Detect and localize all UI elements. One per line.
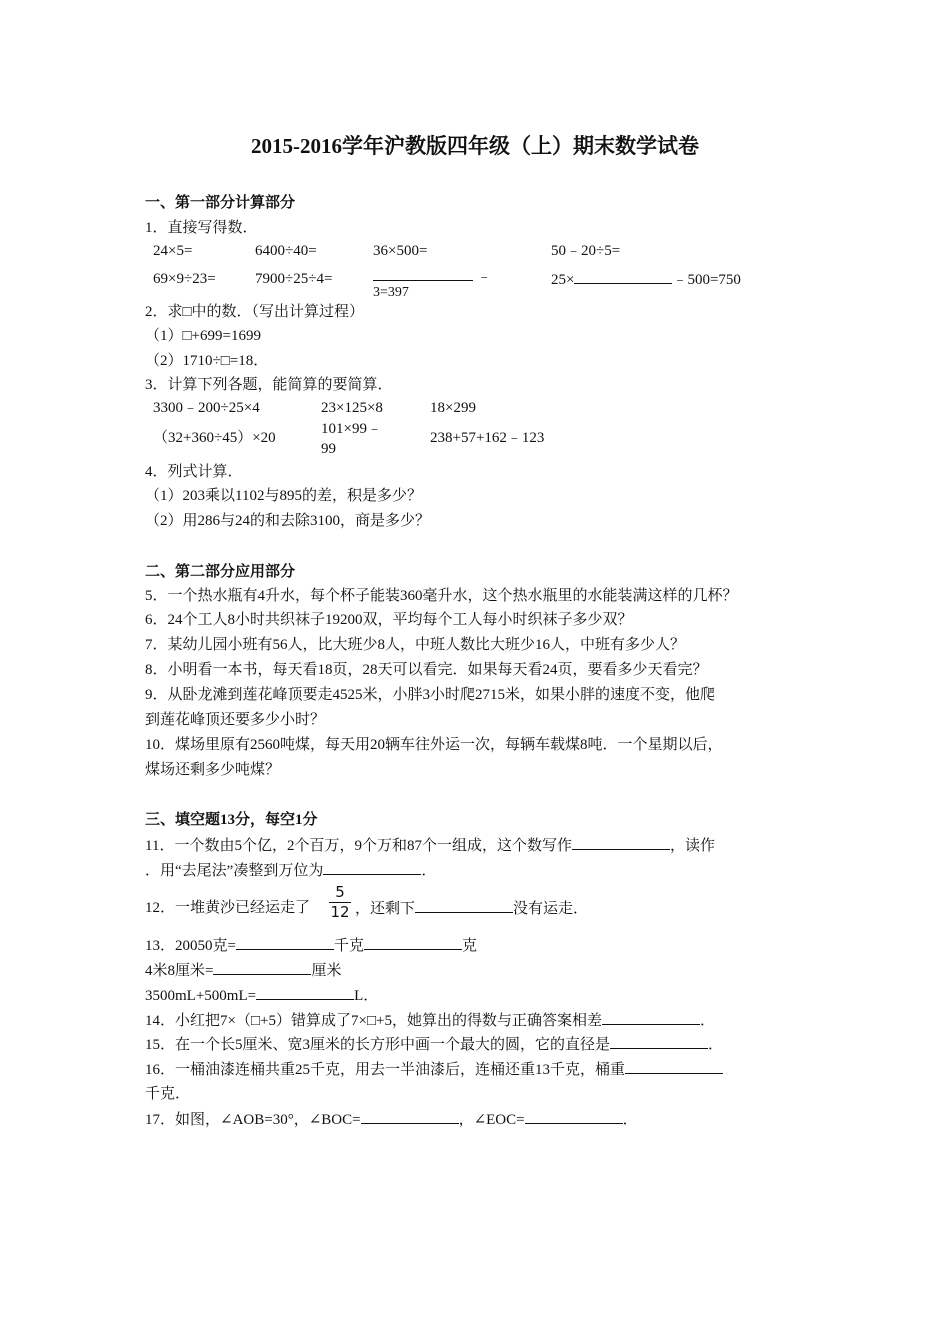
q13-text-c: 克: [461, 938, 477, 954]
q6: 6．24个工人8小时共织袜子19200双，平均每个工人每小时织袜子多少双？: [145, 612, 633, 628]
q17-text-b: ，∠EOC=: [458, 1112, 525, 1128]
q9-line2: 到莲花峰顶还要多少小时？: [145, 712, 326, 728]
q11-text-b: ，读作: [669, 838, 715, 854]
q8: 8．小明看一本书，每天看18页，28天可以看完．如果每天看24页，要看多少天看完？: [145, 662, 708, 678]
q2-label: 2．求□中的数．（写出计算过程）: [145, 304, 365, 320]
q2-a: （1）□+699=1699: [145, 328, 261, 344]
q3-label: 3．计算下列各题，能简算的要简算．: [145, 377, 393, 393]
section-1-heading: 一、第一部分计算部分: [145, 195, 296, 211]
q15-text-a: 15．在一个长5厘米、宽3厘米的长方形中画一个最大的圆，它的直径是: [145, 1037, 611, 1053]
answer-blank[interactable]: [610, 1034, 708, 1049]
q1-r1-c4: 50﹣20÷5=: [551, 243, 621, 259]
section-3-heading: 三、填空题13分，每空1分: [145, 812, 318, 828]
q13-line3: [145, 985, 378, 1006]
q13-text-e: 厘米: [311, 963, 342, 979]
answer-blank[interactable]: [415, 898, 513, 913]
q13-line1: [145, 935, 477, 956]
q1-r1-c2: 6400÷40=: [255, 243, 317, 259]
q12-fraction-denominator: 12: [330, 903, 350, 921]
q13-text-a: 13．20050克=: [145, 938, 236, 954]
answer-blank[interactable]: [364, 935, 462, 950]
q7: 7．某幼儿园小班有56人，比大班少8人，中班人数比大班少16人，中班有多少人？: [145, 637, 686, 653]
q9-line1: 9．从卧龙滩到莲花峰顶要走4525米，小胖3小时爬2715米，如果小胖的速度不变，他爬: [145, 687, 716, 703]
q3-r2-c1: （32+360÷45）×20: [153, 430, 276, 446]
q3-r1-c1: 3300﹣200÷25×4: [153, 400, 260, 416]
page-title: 2015-2016学年沪教版四年级（上）期末数学试卷: [251, 134, 699, 158]
q14-text-a: 14．小红把7×（□+5）错算成了7×□+5，她算出的得数与正确答案相差: [145, 1013, 602, 1029]
q16-text-a: 16．一桶油漆连桶共重25千克，用去一半油漆后，连桶还重13千克，桶重: [145, 1062, 626, 1078]
section-2-heading: 二、第二部分应用部分: [145, 564, 296, 580]
q17-text-a: 17．如图，∠AOB=30°，∠BOC=: [145, 1112, 361, 1128]
q5: 5．一个热水瓶有4升水，每个杯子能装360毫升水，这个热水瓶里的水能装满这样的几杯？: [145, 588, 738, 604]
q11-line2: [145, 860, 436, 881]
answer-blank[interactable]: [373, 266, 473, 281]
q17-text-c: ．: [622, 1112, 638, 1128]
q3-r1-c2: 23×125×8: [321, 400, 383, 416]
q12-fraction-numerator: 5: [335, 883, 345, 901]
q3-r2-c3: 238+57+162﹣123: [430, 430, 545, 446]
q1-label: 1．直接写得数．: [145, 220, 258, 236]
q4-a: （1）203乘以1102与895的差，积是多少？: [145, 488, 422, 504]
q13-line2: [145, 960, 341, 981]
q1-r2-c4: [551, 269, 741, 290]
q16-line2: 千克．: [145, 1086, 191, 1102]
q13-text-d: 4米8厘米=: [145, 963, 214, 979]
q1-r1-c3: 36×500=: [373, 243, 428, 259]
q4-b: （2）用286与24的和去除3100，商是多少？: [145, 513, 431, 529]
answer-blank[interactable]: [236, 935, 334, 950]
answer-blank[interactable]: [256, 985, 354, 1000]
q3-r1-c3: 18×299: [430, 400, 476, 416]
q1-r2-c2: 7900÷25÷4=: [255, 271, 333, 287]
q13-text-b: 千克: [333, 938, 364, 954]
q14-text-b: ．: [699, 1013, 715, 1029]
q11-text-c: ．用“去尾法”凑整到万位为: [145, 863, 324, 879]
answer-blank[interactable]: [361, 1109, 459, 1124]
q1-r2-c4-tail: ﹣500=750: [672, 272, 741, 288]
answer-blank[interactable]: [574, 269, 672, 284]
q2-b: （2）1710÷□=18．: [145, 353, 269, 369]
q1-r2-c3-op: ﹣: [476, 269, 492, 285]
q11-line1: [145, 835, 715, 856]
q17: [145, 1109, 638, 1130]
q12-fraction: [329, 884, 351, 921]
q13-text-f: 3500mL+500mL=: [145, 988, 257, 1004]
q11-text-d: ．: [421, 863, 437, 879]
q13-text-g: L．: [354, 988, 379, 1004]
q4-label: 4．列式计算．: [145, 464, 243, 480]
q3-r2-c2a: 101×99﹣: [321, 421, 382, 437]
q1-r2-c4-lead: 25×: [551, 272, 575, 288]
q14: [145, 1010, 715, 1031]
q11-text-a: 11．一个数由5个亿，2个百万，9个万和87个一组成，这个数写作: [145, 838, 572, 854]
q1-r1-c1: 24×5=: [153, 243, 193, 259]
q12-tail: [355, 898, 588, 919]
q12-lead: 12．一堆黄沙已经运走了: [145, 900, 311, 916]
q3-r2-c2b: 99: [321, 441, 336, 457]
answer-blank[interactable]: [625, 1059, 723, 1074]
answer-blank[interactable]: [323, 860, 421, 875]
q16-line1: [145, 1059, 723, 1080]
q12-text-c: 没有运走．: [513, 901, 589, 917]
answer-blank[interactable]: [525, 1109, 623, 1124]
q1-r2-c3-result: 3=397: [373, 285, 409, 300]
q10-line2: 煤场还剩多少吨煤？: [145, 762, 281, 778]
q15: [145, 1034, 723, 1055]
q15-text-b: ．: [708, 1037, 724, 1053]
q12-text-b: ，还剩下: [355, 901, 416, 917]
answer-blank[interactable]: [572, 835, 670, 850]
q10-line1: 10．煤场里原有2560吨煤，每天用20辆车往外运一次，每辆车载煤8吨．一个星期以后，: [145, 737, 723, 753]
answer-blank[interactable]: [602, 1010, 700, 1025]
q1-r2-c1: 69×9÷23=: [153, 271, 216, 287]
answer-blank[interactable]: [213, 960, 311, 975]
